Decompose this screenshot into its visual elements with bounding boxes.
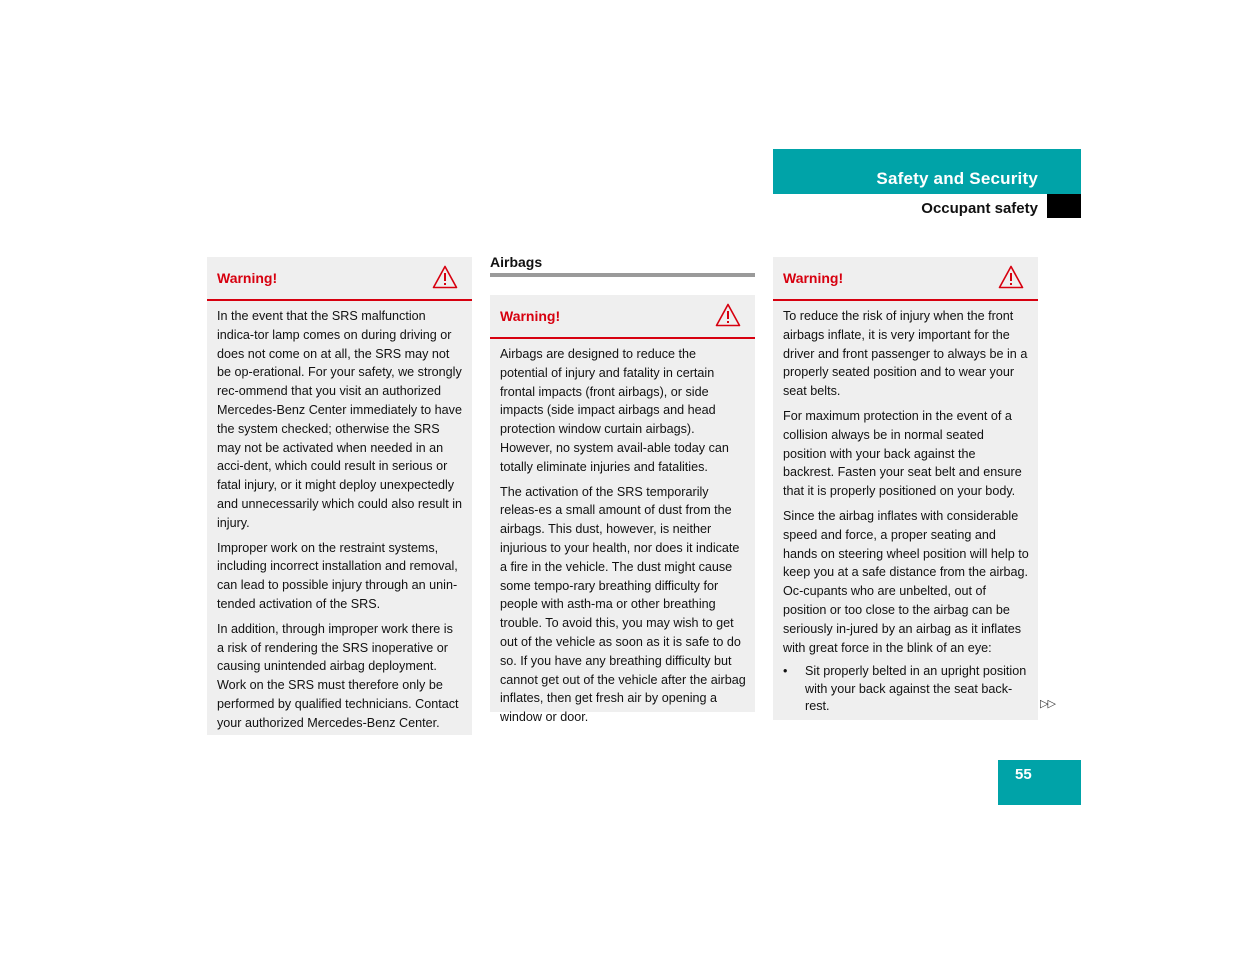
warning-body — [490, 339, 755, 735]
page-number-box — [998, 760, 1081, 805]
warning-label: Warning! — [500, 308, 561, 324]
continued-arrow-icon: ▷▷ — [1040, 698, 1055, 710]
paragraph: The activation of the SRS temporarily releas-es a small amount of dust from the airbags. This dust, however, is neither injurious to your health, nor does it indicate a fire in the vehicle. The dust might cause some tempo-rary breathing difficulty for people with asth-ma or other breathing trouble. To avoid this, you may wish to get out of the vehicle as soon as it is safe to do so. If you have any breathing difficulty but cannot get out of the vehicle after the airbag inflates, then get fresh air by opening a window or door. — [500, 484, 746, 725]
list-item — [783, 663, 1029, 716]
bullet-icon: • — [783, 664, 788, 679]
paragraph: In addition, through improper work there is a risk of rendering the SRS inoperative or causing unintended airbag deployment. Work on the SRS must therefore only be performed by qualified technicians. Contact your authorized Mercedes-Benz Center. — [217, 621, 459, 730]
warning-body — [773, 301, 1038, 724]
warning-triangle-icon — [715, 303, 741, 327]
paragraph: In the event that the SRS malfunction indica-tor lamp comes on during driving or does not come on at all, the SRS may not be op-erational. For your safety, we strongly rec-ommend that you visit an authorized Mercedes-Benz Center immediately to have the system checked; otherwise the SRS may not be activated when needed in an acci-dent, which could result in serious or fatal injury, or it might deploy unexpectedly and unnecessarily which could also result in injury. — [217, 309, 463, 530]
warning-triangle-icon — [432, 265, 458, 289]
paragraph: Since the airbag inflates with considerable speed and force, a proper seating and hands on steering wheel position will help to keep you at a safe distance from the airbag. Oc-cupants who are unbelted, out of position or too close to the airbag can be seriously in-jured by an airbag as it inflates with great force in the blink of an eye: — [783, 508, 1029, 655]
warning-header — [490, 295, 755, 339]
warning-triangle-icon — [998, 265, 1024, 289]
paragraph: Airbags are designed to reduce the potential of injury and fatality in certain frontal impacts (front airbags), or side impacts (side impact airbags and head protection window curtain airbags). However, no system avail-able today can totally eliminate injuries and fatalities. — [500, 347, 729, 474]
warning-box-srs-malfunction — [207, 257, 472, 735]
bullet-text: Sit properly belted in an upright position with your back against the seat back-rest. — [805, 664, 1027, 714]
warning-header — [207, 257, 472, 301]
paragraph: For maximum protection in the event of a collision always be in normal seated position with your back against the backrest. Fasten your seat belt and ensure that it is properly positioned on your body. — [783, 408, 1022, 499]
airbags-heading: Airbags — [490, 254, 543, 270]
subsection-title: Occupant safety — [921, 200, 1038, 217]
warning-header — [773, 257, 1038, 301]
paragraph: Improper work on the restraint systems, including incorrect installation and removal, can lead to possible injury through an unin-tended activation of the SRS. — [217, 540, 458, 611]
warning-box-seating-position — [773, 257, 1038, 720]
page-number: 55 — [1015, 766, 1032, 783]
heading-rule — [490, 273, 755, 277]
warning-body — [207, 301, 472, 741]
section-title: Safety and Security — [876, 169, 1038, 188]
section-header-band — [773, 149, 1081, 194]
warning-label: Warning! — [783, 270, 844, 286]
warning-box-airbags — [490, 295, 755, 725]
header-marker-block — [1047, 194, 1081, 218]
paragraph: To reduce the risk of injury when the front airbags inflate, it is very important for the driver and front passenger to always be in a properly seated position and to wear your seat belts. — [783, 309, 1028, 399]
warning-label: Warning! — [217, 270, 278, 286]
